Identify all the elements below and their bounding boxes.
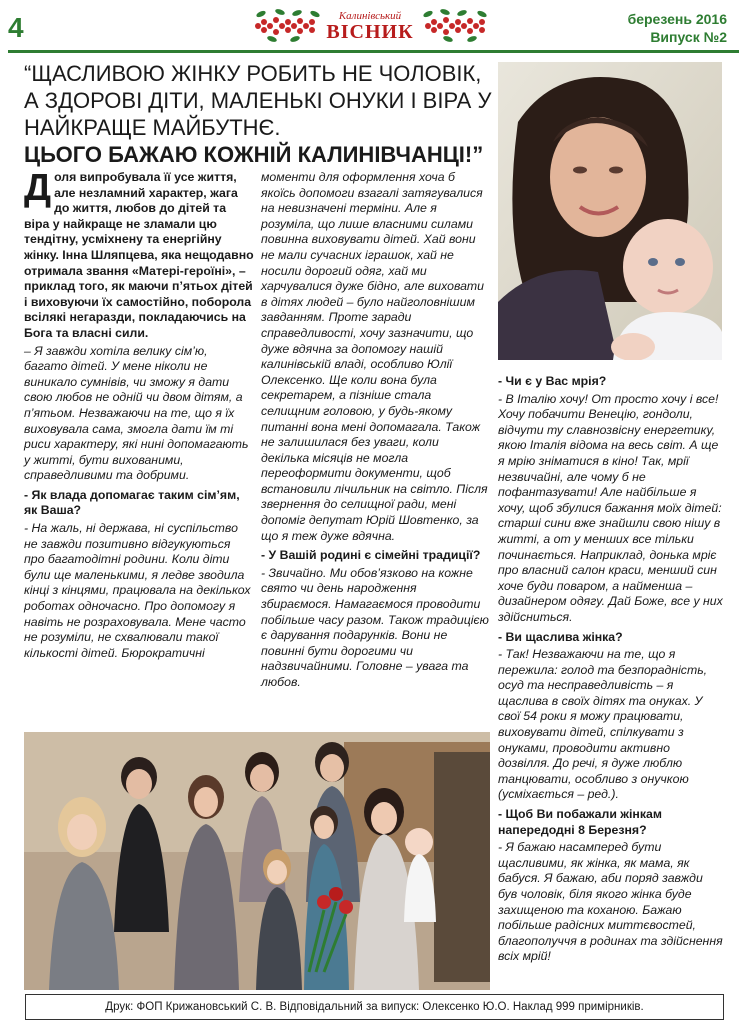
- portrait-photo: [498, 62, 722, 360]
- article-column-1: [24, 167, 254, 663]
- interview-question: - Чи є у Вас мрія?: [498, 374, 607, 388]
- answer-paragraph: - В Італію хочу! От просто хочу і все! Хочу побачити Венецію, гондоли, відчути ту славнозвісну енергетику, якою Італія відома на весь світ. А ще я мрію зніматися в кіно! Так, мрії незвичайні, але чому б не пофантазувати! Але найбільше я хочу, щоб збулися бажання моїх дітей: старші сини вже знайшли свою нішу в житті, а от у менших все тільки починається. Наприклад, донька мріє про власний салон краси, менший син хоче буди поваром, а найменша – дизайнером одягу. Дай Боже, все у них здійсниться.: [498, 391, 723, 624]
- interview-question: - Ви щаслива жінка?: [498, 629, 623, 644]
- answer-paragraph: - Я бажаю насамперед бути щасливими, як жінка, як мама, як бабуся. Я бажаю, аби поряд завжди був чоловік, біля якого жінка буде захищеною та коханою. Бажаю побільше радісних миттєвостей, благополуччя в родинах та здійснення всіх мрій!: [498, 840, 723, 964]
- issue-number: Випуск №2: [650, 29, 727, 45]
- logo-title: ВІСНИК: [326, 21, 414, 43]
- headline-quote: “ЩАСЛИВОЮ ЖІНКУ РОБИТЬ НЕ ЧОЛОВІК, А ЗДОРОВІ ДІТИ, МАЛЕНЬКІ ОНУКИ І ВІРА У НАЙКРАЩЕ МАЙБУТНЄ.: [24, 61, 492, 140]
- interview-question: - У Вашій родині є сімейні традиції?: [261, 548, 481, 563]
- page-number: 4: [8, 12, 24, 43]
- interview-question: - Як влада допомагає таким сім’ям, як Ваша?: [24, 487, 240, 518]
- interview-question: - Щоб Ви побажали жінкам напередодні 8 Березня?: [498, 807, 662, 837]
- masthead-divider: [8, 50, 739, 53]
- answer-paragraph: - На жаль, ні держава, ні суспільство не завжди позитивно відгукуються про багатодітні родини. Коли діти були ще маленькими, я ледве зводила кінці з кінцями, працювала на декількох роботах одночасно. Про допомогу я навіть не розраховувала. Мене часто не розуміли, не схвалювали такої кількості дітей. Бюрократичні: [24, 521, 251, 660]
- issue-date: березень 2016: [627, 11, 727, 27]
- article-column-2: [261, 170, 490, 693]
- issue-info: [628, 10, 727, 46]
- answer-paragraph: - Так! Незважаючи на те, що я пережила: голод та безпорадність, осуд та несправедливість – я щаслива в своїх дітях та онуках. У свої 54 роки я можу працювати, виховувати дітей, спілкувати з онуками, проводити активно дозвілля. До речі, я дуже люблю танцювати, особливо з онучкою (усміхається – ред.).: [498, 647, 708, 802]
- newspaper-logo: [250, 4, 490, 46]
- answer-paragraph: - Звичайно. Ми обов’язково на кожне свято чи день народження збираємося. Намагаємося проводити побільше часу разом. Також традицією є дарування подарунків. Вони не повинні бути дорогими чи надзвичайними. Головне – увага та любов.: [261, 565, 489, 689]
- imprint-footer: Друк: ФОП Крижановський С. В. Відповідальний за випуск: Олексенко Ю.О. Наклад 999 примірників.: [25, 994, 724, 1020]
- drop-cap: Д: [24, 167, 52, 209]
- family-photo: [24, 732, 490, 990]
- lead-paragraph: [24, 167, 254, 342]
- headline-wish: ЦЬОГО БАЖАЮ КОЖНІЙ КАЛИНІВЧАНЦІ!”: [24, 142, 484, 167]
- logo-subtitle: Калинівський: [338, 10, 402, 22]
- article-column-3: [498, 374, 724, 967]
- answer-paragraph: – Я завжди хотіла велику сім’ю, багато дітей. У мене ніколи не виникало сумнівів, чи зможу я дати свою любов не одній чи двом дітям, а п’ятьом. Незважаючи на те, що я їх виховувала сама, змогла дати їм ті риси характеру, які нині допомагають у житті, бути вихованими, справедливими та добрими.: [24, 343, 249, 483]
- lead-text: оля випробувала її усе життя, але незламний характер, жага до життя, любов до дітей та віра у найкраще не зламали цю тендітну, усміхнену та енергійну жінку. Інна Шляпцева, яка нещодавно отримала звання «Матері-героїні», – приклад того, як маючи п’ятьох дітей і виховуючи їх самостійно, поборола всілякі негаразди, покладаючись на Бога та власні сили.: [24, 170, 254, 340]
- answer-paragraph: моменти для оформлення хоча б якоїсь допомоги взагалі затягувалися на невизначені терміни. Але я розуміла, що лише власними силами повинна виховувати дітей. Хай вони не мали сучасних іграшок, хай не носили дорогий одяг, хай ми харчувалися дуже бідно, але виховати в дітях людей – було найголовнішим завданням. Проте заради справедливості, хочу зазначити, що дуже вдячна за допомогу нашій калинівській владі, особливо Юлії Олексенко. Ще коли вона була секретарем, а пізніше стала селищним головою, у будь-якому питанні вона мені допомагала. Також не залишилася без уваги, коли декілька місяців не могла переоформити документи, щоб встановили лічильник на світло. Після звернення до селищної ради, мені допоміг депутат Юрій Шовтенко, за що я теж дуже вдячна.: [261, 170, 488, 543]
- article-headline: [24, 60, 494, 168]
